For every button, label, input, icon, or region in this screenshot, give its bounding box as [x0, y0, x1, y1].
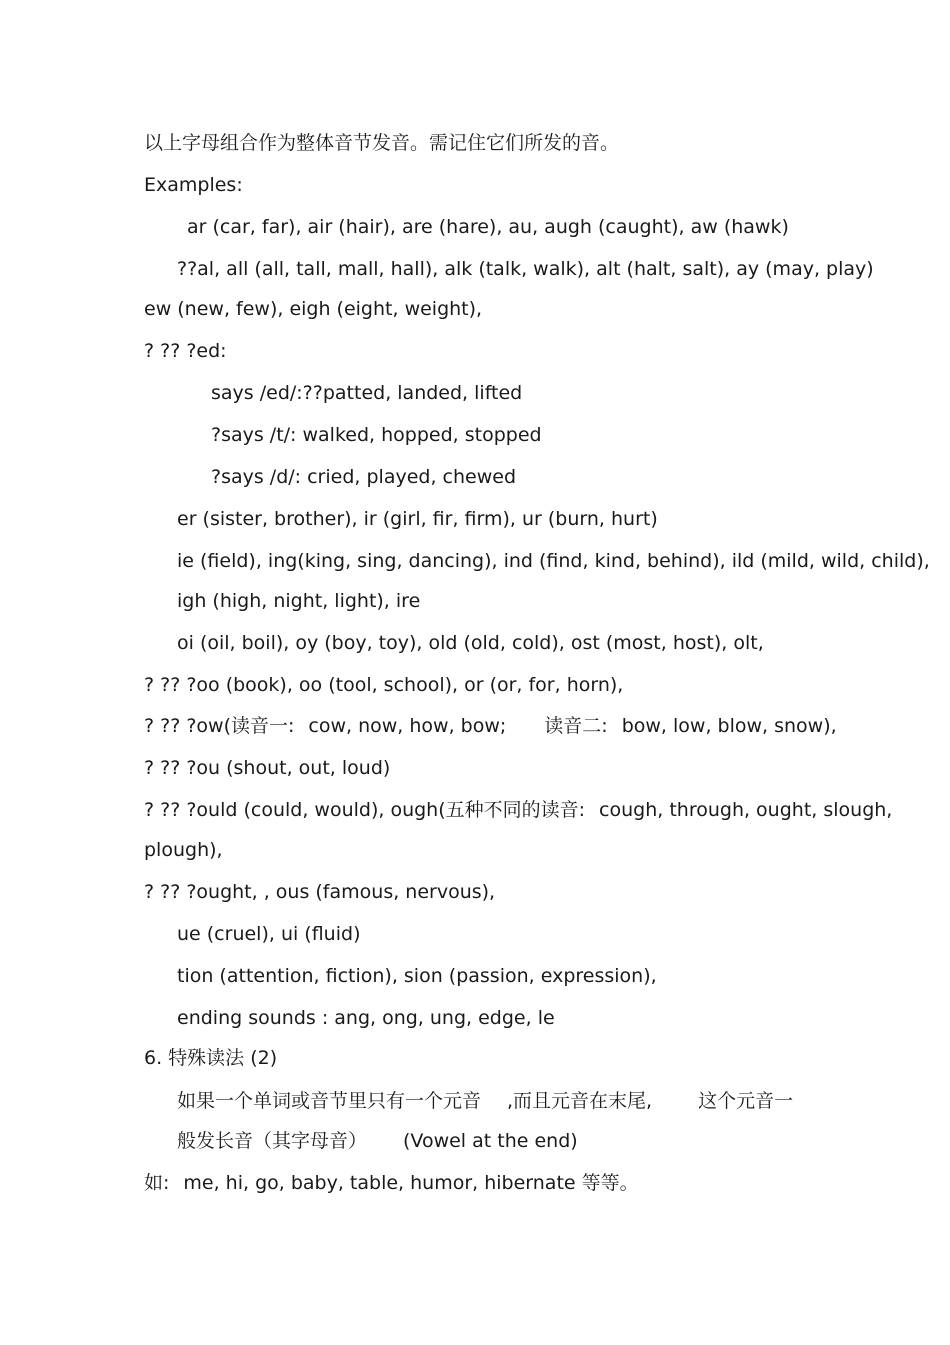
ow-reading-one-label: 读音一:: [231, 715, 295, 737]
ow-reading-two-label: 读音二:: [544, 715, 608, 737]
text-line-rule-part2: [177, 1129, 578, 1153]
section-heading-special-reading: 6. 特殊读法 (2): [144, 1047, 278, 1069]
ow-prefix: ? ?? ?ow(: [144, 715, 231, 737]
text-line-example-words: [144, 1171, 639, 1195]
text-line-examples-heading: Examples:: [144, 174, 243, 196]
ough-words: cough, through, ought, slough,: [599, 799, 893, 821]
text-line-ed-says-d: ?says /d/: cried, played, chewed: [211, 466, 517, 488]
text-line-tion-sion: tion (attention, fiction), sion (passion, expression),: [177, 965, 657, 987]
ow-reading-two-words: bow, low, blow, snow),: [621, 715, 837, 737]
ough-prefix: ? ?? ?ould (could, would), ough(: [144, 799, 446, 821]
example-comma: ,: [472, 1172, 479, 1194]
rule-clause-three: 这个元音一: [698, 1090, 794, 1112]
text-line-ow: [144, 714, 837, 738]
example-words-end: hibernate 等等。: [484, 1172, 639, 1194]
example-words: me, hi, go, baby, table, humor: [183, 1172, 473, 1194]
text-line-ew-eigh: ew (new, few), eigh (eight, weight),: [144, 298, 483, 320]
text-line-ie-ing: ie (field), ing(king, sing, dancing), ind (find, kind, behind), ild (mild, wild, child),: [177, 550, 930, 572]
text-line-oo-or: ? ?? ?oo (book), oo (tool, school), or (or, for, horn),: [144, 674, 624, 696]
text-line-intro: 以上字母组合作为整体音节发音。需记住它们所发的音。: [144, 132, 620, 154]
ow-reading-one-words: cow, now, how, bow: [308, 715, 500, 737]
rule-vowel-at-end: (Vowel at the end): [403, 1130, 578, 1152]
text-line-ed-says-t: ?says /t/: walked, hopped, stopped: [211, 424, 542, 446]
rule-clause-one: 如果一个单词或音节里只有一个元音: [177, 1090, 482, 1112]
text-line-ending-sounds: ending sounds : ang, ong, ung, edge, le: [177, 1007, 555, 1029]
text-line-ed-heading: ? ?? ?ed:: [144, 340, 227, 362]
text-line-ought-ous: ? ?? ?ought, , ous (famous, nervous),: [144, 881, 496, 903]
text-line-er-ir-ur: er (sister, brother), ir (girl, fir, firm), ur (burn, hurt): [177, 508, 658, 530]
rule-long-vowel: 般发长音（其字母音）: [177, 1130, 368, 1152]
text-line-ed-says-ed: says /ed/:??patted, landed, lifted: [211, 382, 523, 404]
text-line-ou: ? ?? ?ou (shout, out, loud): [144, 757, 391, 779]
text-line-ould-ough: [144, 798, 892, 822]
text-line-al-all: ??al, all (all, tall, mall, hall), alk (talk, walk), alt (halt, salt), ay (may, play): [177, 258, 874, 280]
rule-clause-two: ,而且元音在末尾,: [507, 1090, 653, 1112]
ow-separator: ;: [499, 715, 507, 737]
text-line-ue-ui: ue (cruel), ui (fluid): [177, 923, 361, 945]
example-label: 如:: [144, 1172, 170, 1194]
text-line-igh-ire: igh (high, night, light), ire: [177, 590, 421, 612]
text-line-oi-oy: oi (oil, boil), oy (boy, toy), old (old, cold), ost (most, host), olt,: [177, 632, 764, 654]
text-line-plough: plough),: [144, 839, 223, 861]
text-line-rule-part1: [177, 1089, 793, 1113]
ough-five-readings-label: 五种不同的读音:: [445, 799, 586, 821]
text-line-ar-air: ar (car, far), air (hair), are (hare), au, augh (caught), aw (hawk): [187, 216, 789, 238]
